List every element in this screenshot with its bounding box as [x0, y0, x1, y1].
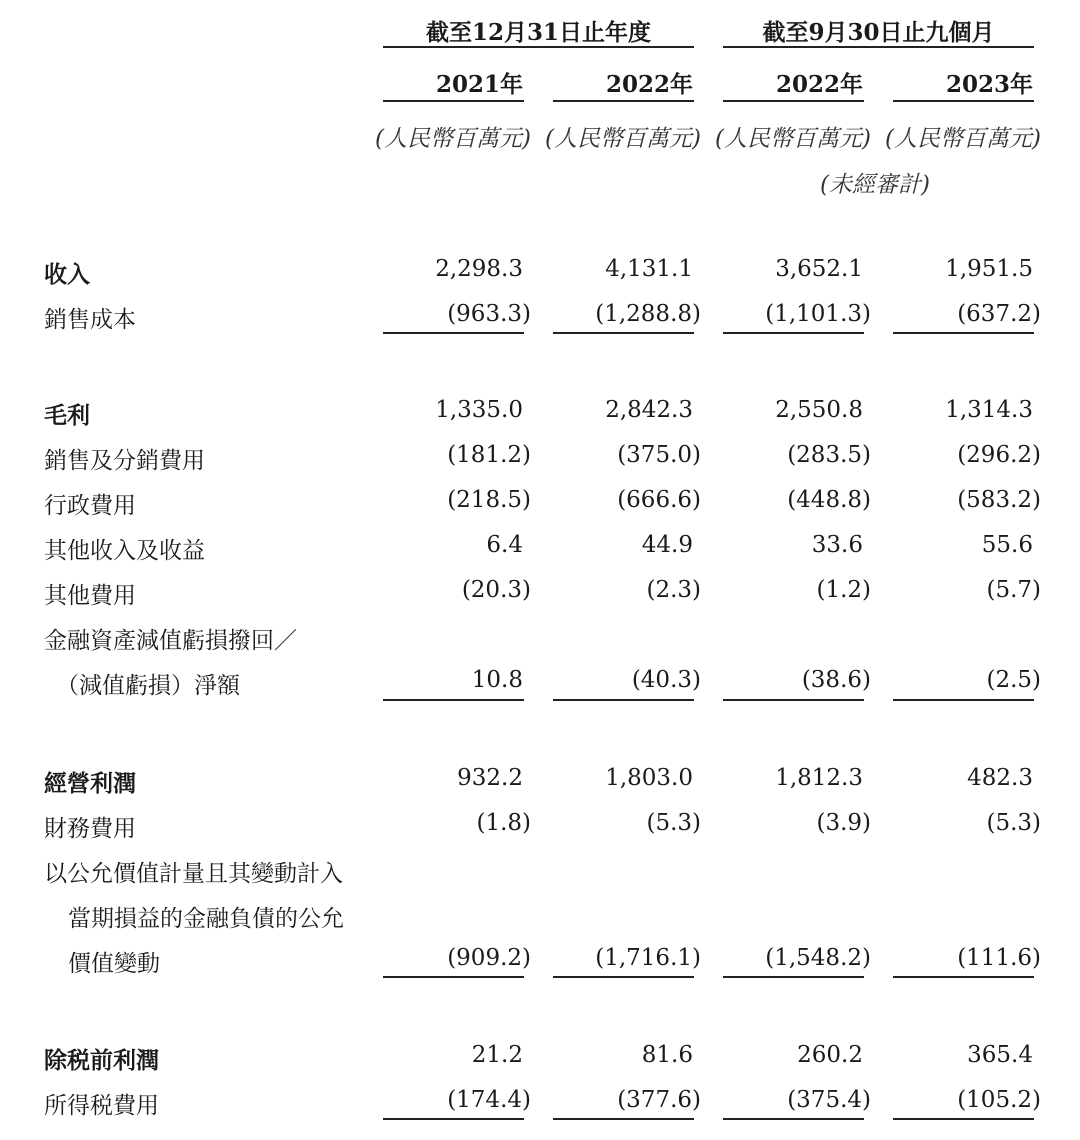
cell: 3,652.1: [775, 256, 863, 282]
year-rule-1: [383, 100, 524, 102]
subtotal-rule: [723, 1118, 864, 1120]
row-label-other-expenses: 其他費用: [44, 583, 136, 609]
unit-label-2: (人民幣百萬元): [545, 126, 701, 152]
row-label-income-tax: 所得税費用: [44, 1093, 159, 1119]
cell: (3.9): [816, 810, 871, 836]
period-header-annual: 截至12月31日止年度: [425, 19, 651, 46]
cell: 44.9: [641, 532, 693, 558]
cell: 932.2: [457, 765, 523, 791]
cell: 4,131.1: [605, 256, 693, 282]
cell: (105.2): [957, 1087, 1041, 1113]
header-rule-annual: [383, 46, 694, 48]
cell: (1,288.8): [595, 301, 701, 327]
cell: (1,716.1): [595, 945, 701, 971]
subtotal-rule: [553, 976, 694, 978]
row-label-admin-expenses: 行政費用: [44, 493, 136, 519]
cell: 10.8: [471, 667, 523, 693]
row-label-fair-value-line3: 價值變動: [68, 951, 160, 977]
cell: (20.3): [461, 577, 531, 603]
subtotal-rule: [893, 976, 1034, 978]
cell: (377.6): [617, 1087, 701, 1113]
cell: (2.3): [646, 577, 701, 603]
cell: (909.2): [447, 945, 531, 971]
subtotal-rule: [723, 976, 864, 978]
unit-label-1: (人民幣百萬元): [375, 126, 531, 152]
row-label-selling-expenses: 銷售及分銷費用: [44, 448, 205, 474]
cell: (583.2): [957, 487, 1041, 513]
year-header-1: 2021年: [435, 71, 523, 98]
year-header-3: 2022年: [775, 71, 863, 98]
row-label-gross-profit: 毛利: [44, 402, 90, 429]
cell: 33.6: [811, 532, 863, 558]
subtotal-rule: [383, 332, 524, 334]
row-label-other-income: 其他收入及收益: [44, 538, 205, 564]
row-label-revenue: 收入: [44, 261, 90, 288]
cell: (283.5): [787, 442, 871, 468]
unit-label-3: (人民幣百萬元): [715, 126, 871, 152]
year-rule-2: [553, 100, 694, 102]
cell: (111.6): [957, 945, 1041, 971]
cell: 2,842.3: [605, 397, 693, 423]
year-rule-3: [723, 100, 864, 102]
year-header-2: 2022年: [605, 71, 693, 98]
cell: (1,548.2): [765, 945, 871, 971]
cell: (1.2): [816, 577, 871, 603]
subtotal-rule: [723, 332, 864, 334]
row-label-fair-value-line2: 當期損益的金融負債的公允: [68, 906, 344, 932]
cell: (2.5): [986, 667, 1041, 693]
year-rule-4: [893, 100, 1034, 102]
row-label-impairment-line1: 金融資產減值虧損撥回／: [44, 628, 297, 654]
row-label-fair-value-line1: 以公允價值計量且其變動計入: [44, 861, 343, 887]
cell: (375.0): [617, 442, 701, 468]
subtotal-rule: [893, 332, 1034, 334]
cell: 260.2: [797, 1042, 863, 1068]
cell: 1,803.0: [605, 765, 693, 791]
cell: 1,812.3: [775, 765, 863, 791]
subtotal-rule: [723, 699, 864, 701]
period-header-nine-months: 截至9月30日止九個月: [762, 19, 995, 46]
cell: 81.6: [641, 1042, 693, 1068]
row-label-impairment-line2: （減值虧損）淨額: [56, 673, 240, 699]
cell: (666.6): [617, 487, 701, 513]
cell: (637.2): [957, 301, 1041, 327]
cell: (40.3): [631, 667, 701, 693]
cell: (963.3): [447, 301, 531, 327]
cell: 21.2: [471, 1042, 523, 1068]
cell: 2,298.3: [435, 256, 523, 282]
cell: 1,335.0: [435, 397, 523, 423]
cell: 1,951.5: [945, 256, 1033, 282]
cell: 365.4: [967, 1042, 1033, 1068]
cell: 55.6: [981, 532, 1033, 558]
row-label-profit-before-tax: 除税前利潤: [44, 1047, 159, 1074]
row-label-finance-costs: 財務費用: [44, 816, 136, 842]
cell: (296.2): [957, 442, 1041, 468]
subtotal-rule: [383, 699, 524, 701]
subtotal-rule: [383, 976, 524, 978]
subtotal-rule: [553, 332, 694, 334]
header-rule-nine-months: [723, 46, 1034, 48]
cell: (218.5): [447, 487, 531, 513]
row-label-cost-of-sales: 銷售成本: [44, 307, 136, 333]
cell: 1,314.3: [945, 397, 1033, 423]
cell: (1.8): [476, 810, 531, 836]
cell: (5.7): [986, 577, 1041, 603]
unaudited-label: (未經審計): [820, 172, 930, 198]
subtotal-rule: [893, 699, 1034, 701]
cell: (448.8): [787, 487, 871, 513]
cell: (174.4): [447, 1087, 531, 1113]
subtotal-rule: [553, 1118, 694, 1120]
subtotal-rule: [383, 1118, 524, 1120]
year-header-4: 2023年: [945, 71, 1033, 98]
cell: (1,101.3): [765, 301, 871, 327]
cell: (375.4): [787, 1087, 871, 1113]
unit-label-4: (人民幣百萬元): [885, 126, 1041, 152]
cell: (5.3): [986, 810, 1041, 836]
cell: (181.2): [447, 442, 531, 468]
cell: 6.4: [486, 532, 523, 558]
cell: (38.6): [801, 667, 871, 693]
cell: 482.3: [967, 765, 1033, 791]
cell: 2,550.8: [775, 397, 863, 423]
cell: (5.3): [646, 810, 701, 836]
subtotal-rule: [553, 699, 694, 701]
subtotal-rule: [893, 1118, 1034, 1120]
row-label-operating-profit: 經營利潤: [44, 770, 136, 797]
